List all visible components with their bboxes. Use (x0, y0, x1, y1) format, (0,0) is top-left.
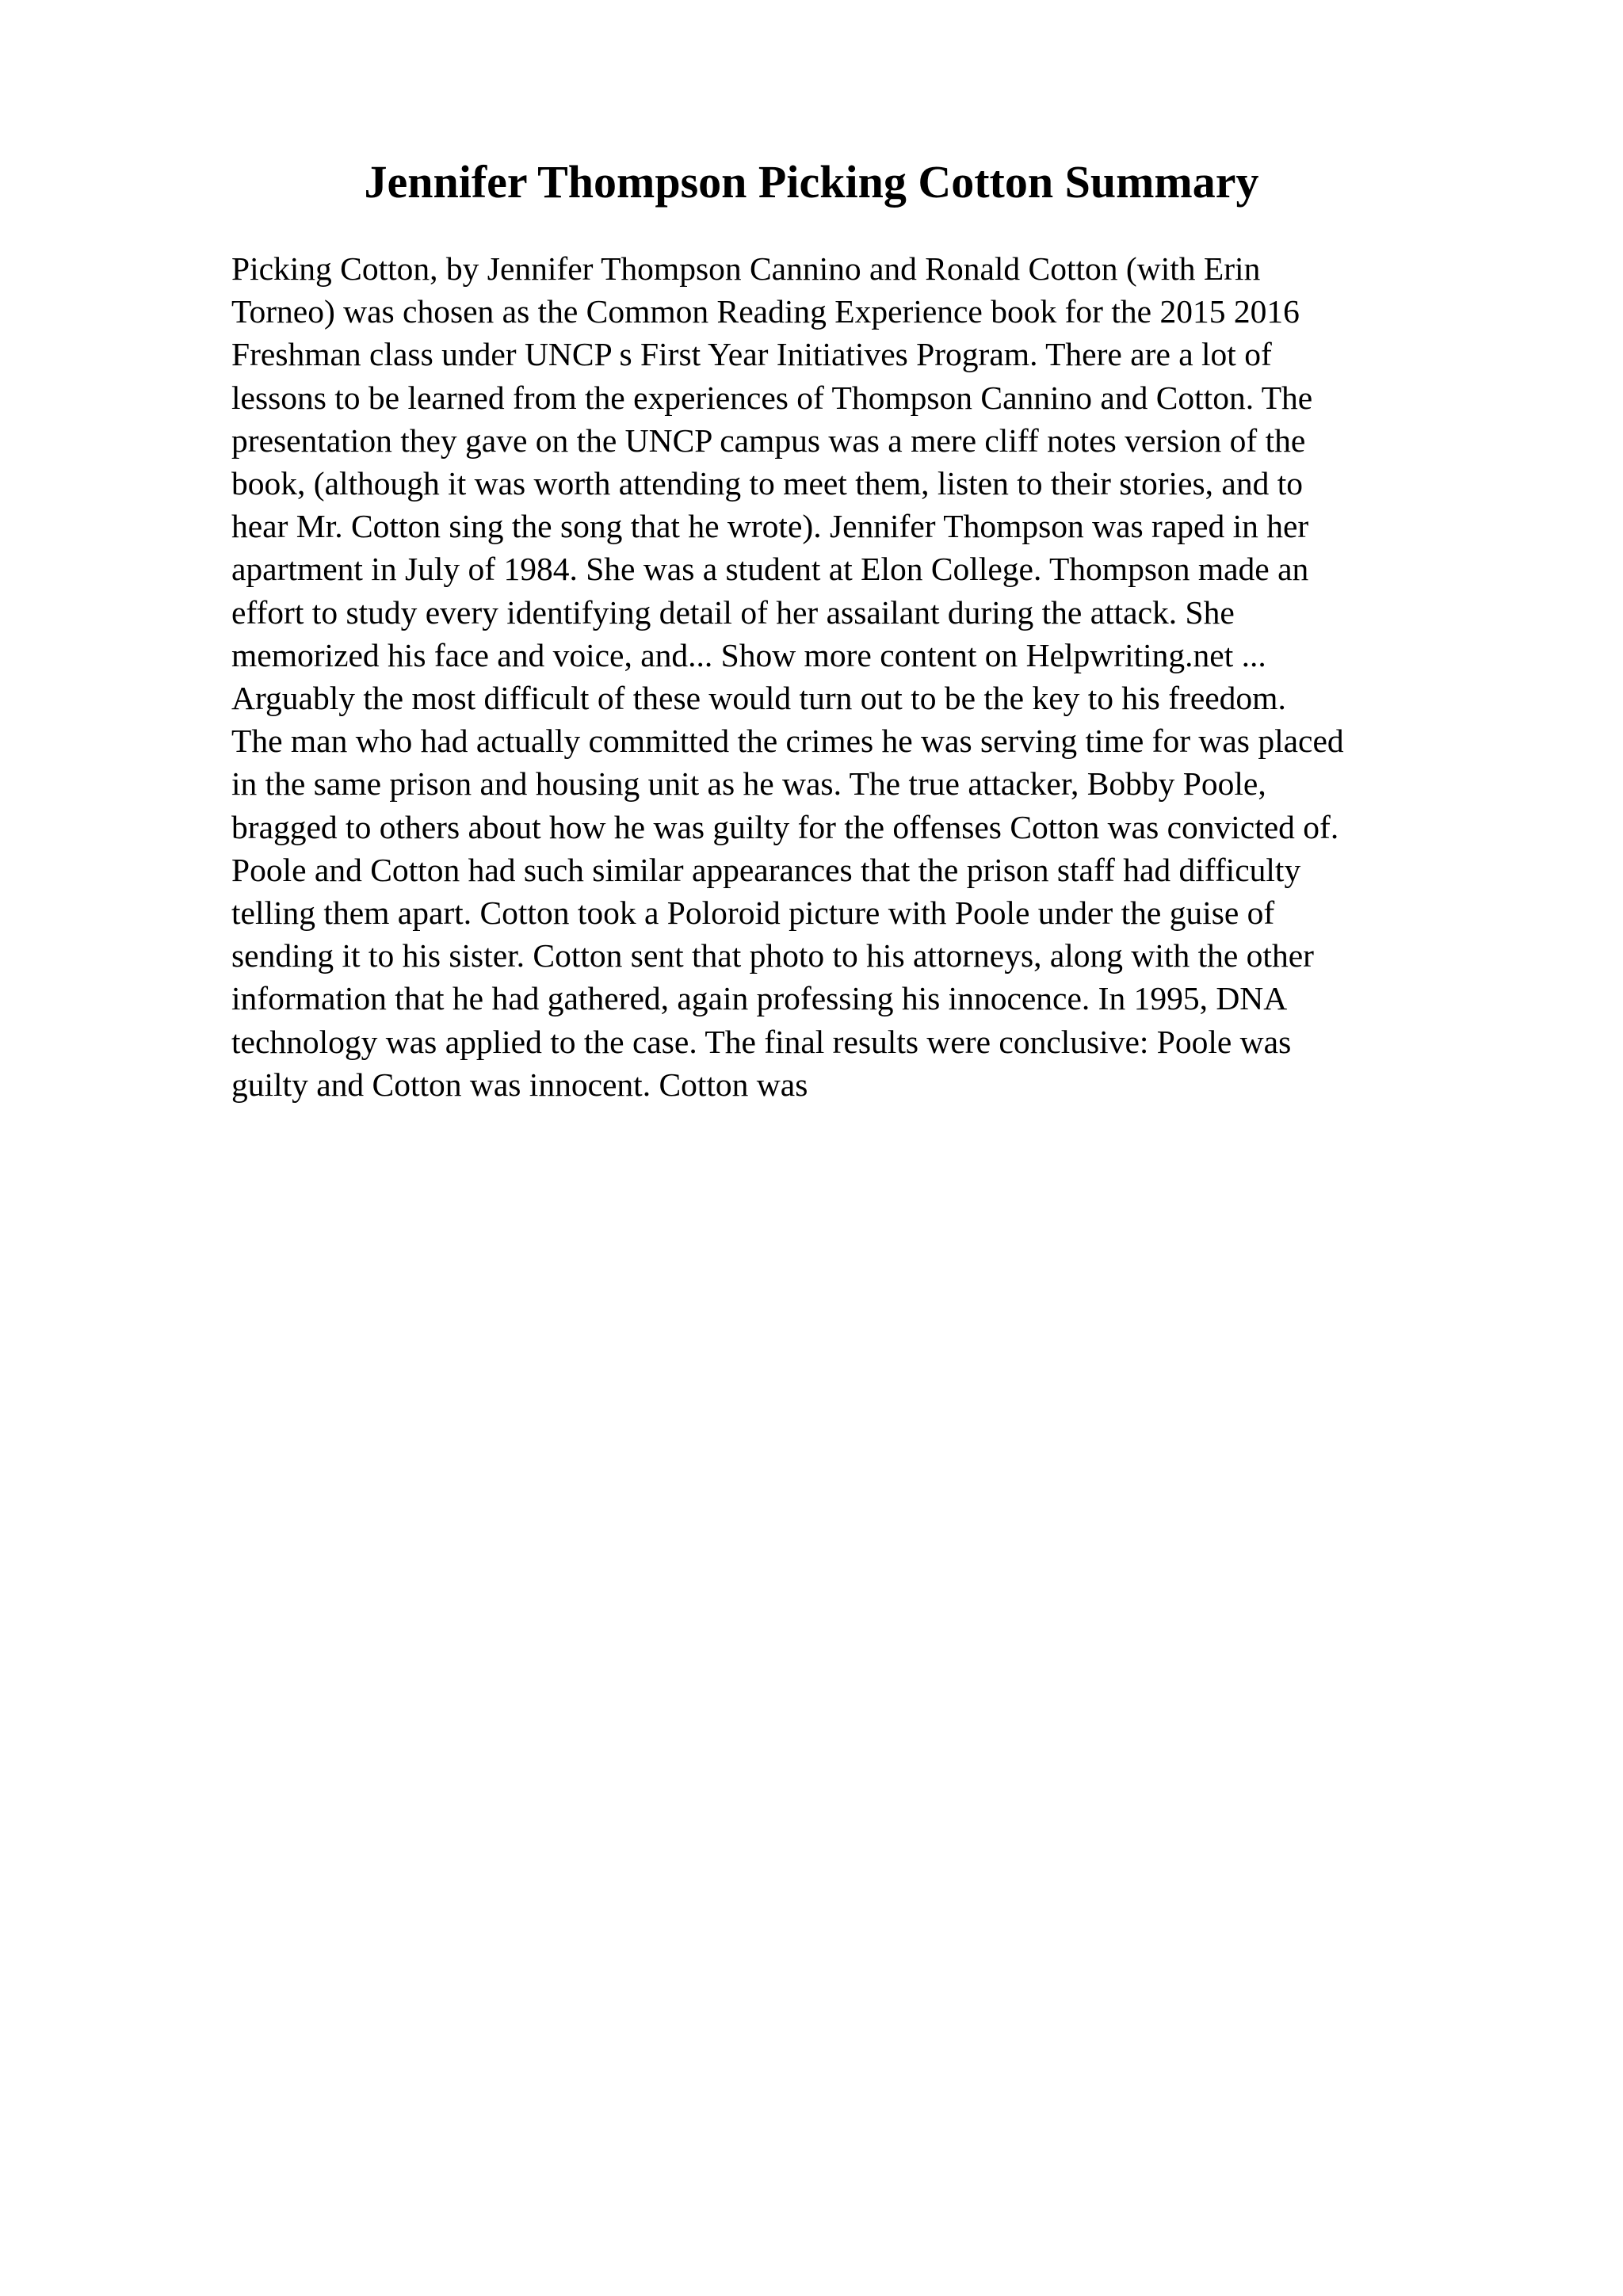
body-line: memorized his face and voice, and... Show more content on Helpwriting.net ... (231, 636, 1266, 673)
body-line: in the same prison and housing unit as he was. The true attacker, Bobby Poole, (231, 765, 1266, 803)
body-line: Freshman class under UNCP s First Year Initiatives Program. There are a lot of (231, 336, 1272, 373)
body-line: sending it to his sister. Cotton sent that photo to his attorneys, along with the other (231, 937, 1314, 974)
body-line: Arguably the most difficult of these would turn out to be the key to his freedom. (231, 680, 1286, 717)
body-line: guilty and Cotton was innocent. Cotton was (231, 1066, 808, 1103)
body-line: apartment in July of 1984. She was a student at Elon College. Thompson made an (231, 551, 1309, 588)
body-line: book, (although it was worth attending to meet them, listen to their stories, and to (231, 465, 1303, 502)
body-line: Picking Cotton, by Jennifer Thompson Cannino and Ronald Cotton (with Erin (231, 250, 1261, 287)
body-line: Torneo) was chosen as the Common Reading Experience book for the 2015 2016 (231, 293, 1300, 330)
document-title: Jennifer Thompson Picking Cotton Summary (364, 156, 1259, 208)
body-line: telling them apart. Cotton took a Poloroid picture with Poole under the guise of (231, 894, 1275, 932)
body-line: bragged to others about how he was guilty for the offenses Cotton was convicted of. (231, 808, 1339, 845)
body-line: lessons to be learned from the experiences of Thompson Cannino and Cotton. The (231, 379, 1313, 416)
document-body (231, 247, 1515, 1106)
body-line: hear Mr. Cotton sing the song that he wrote). Jennifer Thompson was raped in her (231, 508, 1309, 545)
body-line: presentation they gave on the UNCP campus was a mere cliff notes version of the (231, 421, 1306, 459)
body-line: The man who had actually committed the crimes he was serving time for was placed (231, 723, 1344, 760)
body-line: technology was applied to the case. The final results were conclusive: Poole was (231, 1023, 1292, 1060)
body-line: information that he had gathered, again professing his innocence. In 1995, DNA (231, 980, 1288, 1017)
body-line: effort to study every identifying detail of her assailant during the attack. She (231, 593, 1235, 631)
body-line: Poole and Cotton had such similar appearances that the prison staff had difficulty (231, 851, 1301, 888)
